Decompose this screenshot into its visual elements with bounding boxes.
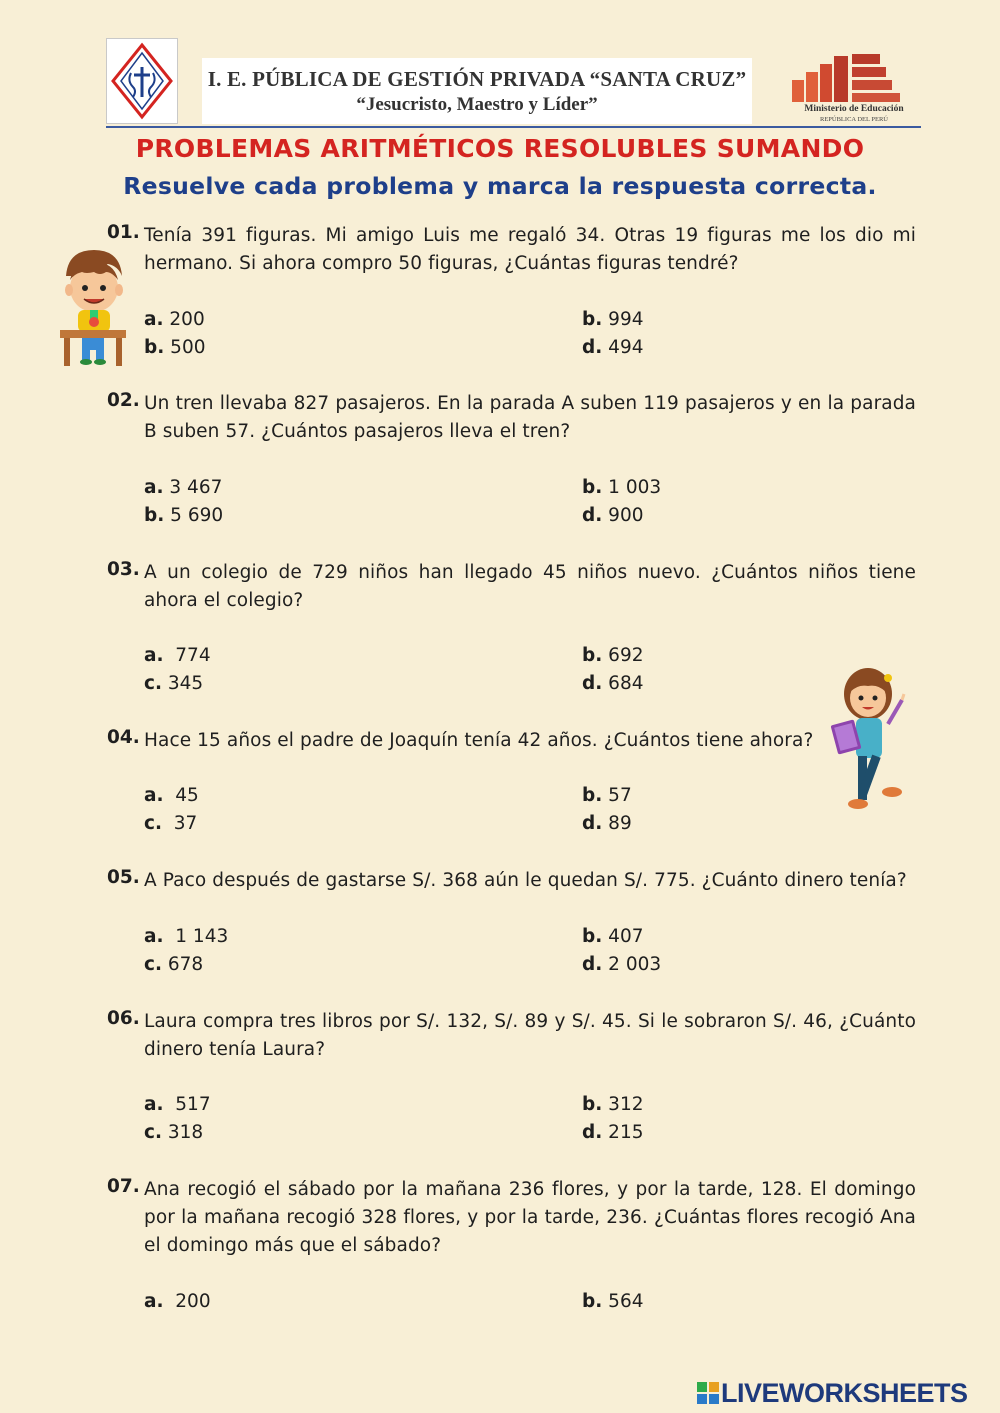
problem-text: Un tren llevaba 827 pasajeros. En la parada A suben 119 pasajeros y en la parada B suben 57. ¿Cuántos pasajeros lleva el tren? bbox=[144, 393, 916, 442]
option-a[interactable]: a. 1 143 bbox=[144, 926, 229, 947]
problem-number: 06. bbox=[107, 1008, 140, 1029]
option-b[interactable]: b. 1 003 bbox=[582, 477, 662, 498]
header-divider bbox=[106, 126, 921, 128]
boy-at-desk-illustration bbox=[54, 246, 132, 368]
liveworksheets-wordmark: LIVEWORKSHEETS bbox=[721, 1377, 968, 1408]
option-d[interactable]: d. 89 bbox=[582, 813, 632, 834]
option-b[interactable]: b. 407 bbox=[582, 926, 644, 947]
page-header bbox=[106, 36, 921, 128]
problem-number: 03. bbox=[107, 559, 140, 580]
option-d[interactable]: d. 2 003 bbox=[582, 954, 662, 975]
option-d[interactable]: d. 215 bbox=[582, 1122, 644, 1143]
school-motto: “Jesucristo, Maestro y Líder” bbox=[356, 94, 598, 115]
problem-text: Ana recogió el sábado por la mañana 236 flores, y por la tarde, 128. El domingo por la mañana recogió 328 flores, y por la tarde, 236. ¿Cuántas flores recogió Ana el domingo más que el sábado? bbox=[144, 1179, 916, 1256]
option-b[interactable]: b. 564 bbox=[582, 1291, 644, 1312]
problem-number: 05. bbox=[107, 867, 140, 888]
option-c[interactable]: c. 345 bbox=[144, 673, 204, 694]
option-b[interactable]: b. 692 bbox=[582, 645, 644, 666]
option-c[interactable]: b. 500 bbox=[144, 337, 206, 358]
liveworksheets-logo-icon bbox=[697, 1382, 719, 1404]
option-a[interactable]: a. 200 bbox=[144, 1291, 211, 1312]
page-title: PROBLEMAS ARITMÉTICOS RESOLUBLES SUMANDO bbox=[135, 134, 865, 163]
option-d[interactable]: d. 684 bbox=[582, 673, 644, 694]
problem-number: 01. bbox=[107, 222, 140, 243]
option-a[interactable]: a. 774 bbox=[144, 645, 211, 666]
option-c[interactable]: b. 5 690 bbox=[144, 505, 224, 526]
girl-with-book-illustration bbox=[828, 664, 910, 828]
school-name-box bbox=[202, 58, 752, 124]
option-b[interactable]: b. 57 bbox=[582, 785, 632, 806]
option-a[interactable]: a. 45 bbox=[144, 785, 199, 806]
problem-text: Tenía 391 figuras. Mi amigo Luis me regaló 34. Otras 19 figuras me los dio mi hermano. Si ahora compro 50 figuras, ¿Cuántas figuras tendré? bbox=[144, 225, 916, 274]
problem-text: Hace 15 años el padre de Joaquín tenía 42 años. ¿Cuántos tiene ahora? bbox=[144, 730, 814, 751]
ministry-name: Ministerio de Educación bbox=[804, 104, 904, 114]
option-c[interactable]: c. 37 bbox=[144, 813, 198, 834]
school-logo bbox=[106, 38, 178, 124]
problem-number: 02. bbox=[107, 390, 140, 411]
option-d[interactable]: d. 900 bbox=[582, 505, 644, 526]
problem-text: A Paco después de gastarse S/. 368 aún le quedan S/. 775. ¿Cuánto dinero tenía? bbox=[144, 870, 907, 891]
problem-text: Laura compra tres libros por S/. 132, S/. 89 y S/. 45. Si le sobraron S/. 46, ¿Cuánto dinero tenía Laura? bbox=[144, 1011, 916, 1060]
school-name: I. E. PÚBLICA DE GESTIÓN PRIVADA “SANTA CRUZ” bbox=[207, 67, 747, 91]
option-c[interactable]: c. 318 bbox=[144, 1122, 204, 1143]
option-b[interactable]: b. 994 bbox=[582, 309, 644, 330]
ministry-logo bbox=[790, 50, 918, 126]
problem-number: 07. bbox=[107, 1176, 140, 1197]
problem-number: 04. bbox=[107, 727, 140, 748]
option-d[interactable]: d. 494 bbox=[582, 337, 644, 358]
ministry-country: REPÚBLICA DEL PERÚ bbox=[819, 116, 888, 123]
option-a[interactable]: a. 517 bbox=[144, 1094, 211, 1115]
option-b[interactable]: b. 312 bbox=[582, 1094, 644, 1115]
option-a[interactable]: a. 200 bbox=[144, 309, 205, 330]
page-subtitle: Resuelve cada problema y marca la respuesta correcta. bbox=[123, 172, 877, 200]
problem-text: A un colegio de 729 niños han llegado 45 niños nuevo. ¿Cuántos niños tiene ahora el colegio? bbox=[144, 562, 916, 611]
option-c[interactable]: c. 678 bbox=[144, 954, 204, 975]
liveworksheets-brand[interactable] bbox=[697, 1377, 968, 1409]
option-a[interactable]: a. 3 467 bbox=[144, 477, 223, 498]
